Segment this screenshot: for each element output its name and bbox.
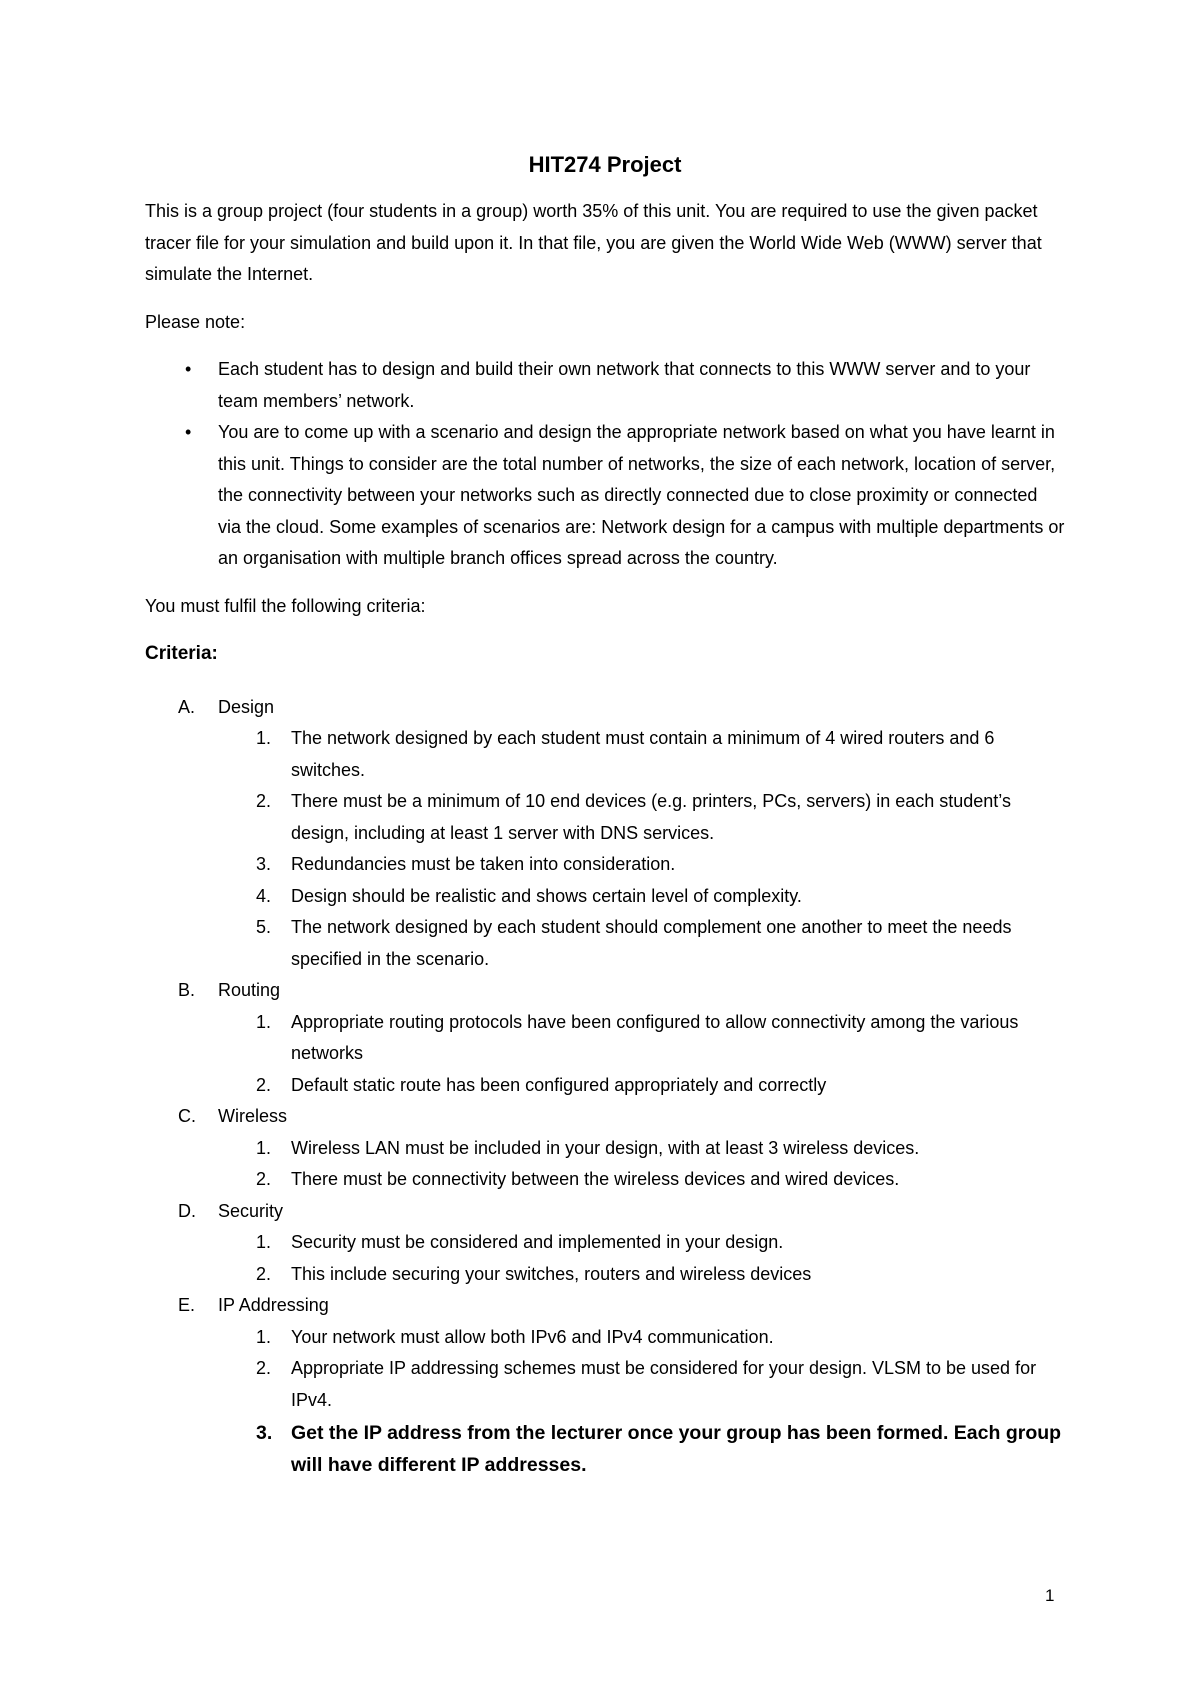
list-item bbox=[218, 723, 1065, 786]
page-number: 1 bbox=[1045, 1586, 1055, 1605]
list-item bbox=[145, 417, 1065, 575]
item-number: 3. bbox=[256, 854, 272, 874]
item-text: The network designed by each student must contain a minimum of 4 wired routers and 6 switches. bbox=[291, 728, 995, 780]
list-item bbox=[145, 354, 1065, 417]
criteria-sections bbox=[145, 692, 1065, 1482]
section-items bbox=[218, 1007, 1065, 1102]
please-note-label: Please note: bbox=[145, 311, 246, 332]
document-body bbox=[145, 150, 1065, 1481]
item-number: 2. bbox=[256, 1263, 272, 1284]
item-number: 1. bbox=[256, 1326, 272, 1347]
list-item bbox=[218, 1322, 1065, 1354]
item-text: There must be a minimum of 10 end devices (e.g. printers, PCs, servers) in each student’s design, including at least 1 server with DNS services. bbox=[291, 791, 1011, 843]
page-title: HIT274 Project bbox=[528, 152, 682, 177]
list-item bbox=[218, 786, 1065, 849]
list-item bbox=[218, 912, 1065, 975]
note-text: Each student has to design and build their own network that connects to this WWW server and to your team members’ network. bbox=[218, 359, 1031, 411]
section-items bbox=[218, 1133, 1065, 1196]
section-ip-addressing bbox=[145, 1290, 1065, 1481]
section-letter: E. bbox=[178, 1295, 196, 1315]
item-number: 2. bbox=[256, 1169, 272, 1189]
section-wireless bbox=[145, 1101, 1065, 1196]
item-number: 5. bbox=[256, 917, 272, 937]
item-text: The network designed by each student should complement one another to meet the needs specified in the scenario. bbox=[291, 917, 1012, 969]
section-design bbox=[145, 692, 1065, 976]
section-name: IP Addressing bbox=[218, 1295, 329, 1315]
list-item bbox=[218, 1353, 1065, 1416]
section-items bbox=[218, 1227, 1065, 1290]
list-item bbox=[218, 881, 1065, 913]
item-text: Appropriate routing protocols have been configured to allow connectivity among the various networks bbox=[291, 1011, 1019, 1063]
item-number: 2. bbox=[256, 1074, 272, 1095]
list-item bbox=[218, 1007, 1065, 1070]
section-items bbox=[218, 723, 1065, 975]
section-name: Wireless bbox=[218, 1106, 288, 1126]
section-items bbox=[218, 1322, 1065, 1482]
section-security bbox=[145, 1196, 1065, 1291]
item-number: 1. bbox=[256, 1011, 272, 1032]
item-text: Get the IP address from the lecturer once your group has been formed. Each group will have different IP addresses. bbox=[291, 1422, 1062, 1476]
list-item bbox=[218, 1070, 1065, 1102]
item-text: Design should be realistic and shows certain level of complexity. bbox=[291, 885, 802, 906]
criteria-lead: You must fulfil the following criteria: bbox=[145, 595, 426, 616]
section-name: Routing bbox=[218, 980, 281, 1000]
item-number: 1. bbox=[256, 1137, 272, 1158]
section-letter: D. bbox=[178, 1200, 196, 1221]
criteria-heading: Criteria: bbox=[145, 643, 218, 664]
notes-list bbox=[145, 354, 1065, 575]
item-text: Wireless LAN must be included in your design, with at least 3 wireless devices. bbox=[291, 1137, 920, 1158]
section-name: Design bbox=[218, 696, 275, 717]
item-number: 3. bbox=[256, 1422, 273, 1444]
item-text: Security must be considered and implemented in your design. bbox=[291, 1232, 784, 1252]
list-item bbox=[218, 1259, 1065, 1291]
bullet-icon: • bbox=[185, 422, 192, 442]
item-number: 1. bbox=[256, 728, 272, 748]
item-text: This include securing your switches, routers and wireless devices bbox=[291, 1263, 812, 1284]
section-letter: A. bbox=[178, 696, 196, 717]
item-text: Your network must allow both IPv6 and IPv4 communication. bbox=[291, 1326, 774, 1347]
bullet-icon: • bbox=[185, 359, 192, 379]
section-letter: B. bbox=[178, 980, 196, 1000]
item-number: 1. bbox=[256, 1232, 272, 1252]
item-text: Redundancies must be taken into consideration. bbox=[291, 854, 676, 874]
list-item bbox=[218, 1164, 1065, 1196]
item-number: 2. bbox=[256, 791, 272, 811]
list-item bbox=[218, 1418, 1065, 1481]
item-number: 2. bbox=[256, 1358, 272, 1378]
list-item bbox=[218, 849, 1065, 881]
section-name: Security bbox=[218, 1200, 284, 1221]
item-text: Default static route has been configured appropriately and correctly bbox=[291, 1074, 827, 1095]
section-letter: C. bbox=[178, 1106, 196, 1126]
list-item bbox=[218, 1133, 1065, 1165]
note-text: You are to come up with a scenario and design the appropriate network based on what you have learnt in this unit. Things to consider are the total number of networks, the size of each network, location of server, the connectivity between your networks such as directly connected due to close proximity or connected via the cloud. Some examples of scenarios are: Network design for a campus with multiple departments or an organisation with multiple branch offices spread across the country. bbox=[218, 422, 1065, 568]
list-item bbox=[218, 1227, 1065, 1259]
section-routing bbox=[145, 975, 1065, 1101]
item-text: Appropriate IP addressing schemes must be considered for your design. VLSM to be used for IPv4. bbox=[291, 1358, 1037, 1410]
intro-paragraph: This is a group project (four students in a group) worth 35% of this unit. You are required to use the given packet tracer file for your simulation and build upon it. In that file, you are given the World Wide Web (WWW) server that simulate the Internet. bbox=[145, 201, 1042, 284]
item-number: 4. bbox=[256, 885, 272, 906]
item-text: There must be connectivity between the wireless devices and wired devices. bbox=[291, 1169, 900, 1189]
